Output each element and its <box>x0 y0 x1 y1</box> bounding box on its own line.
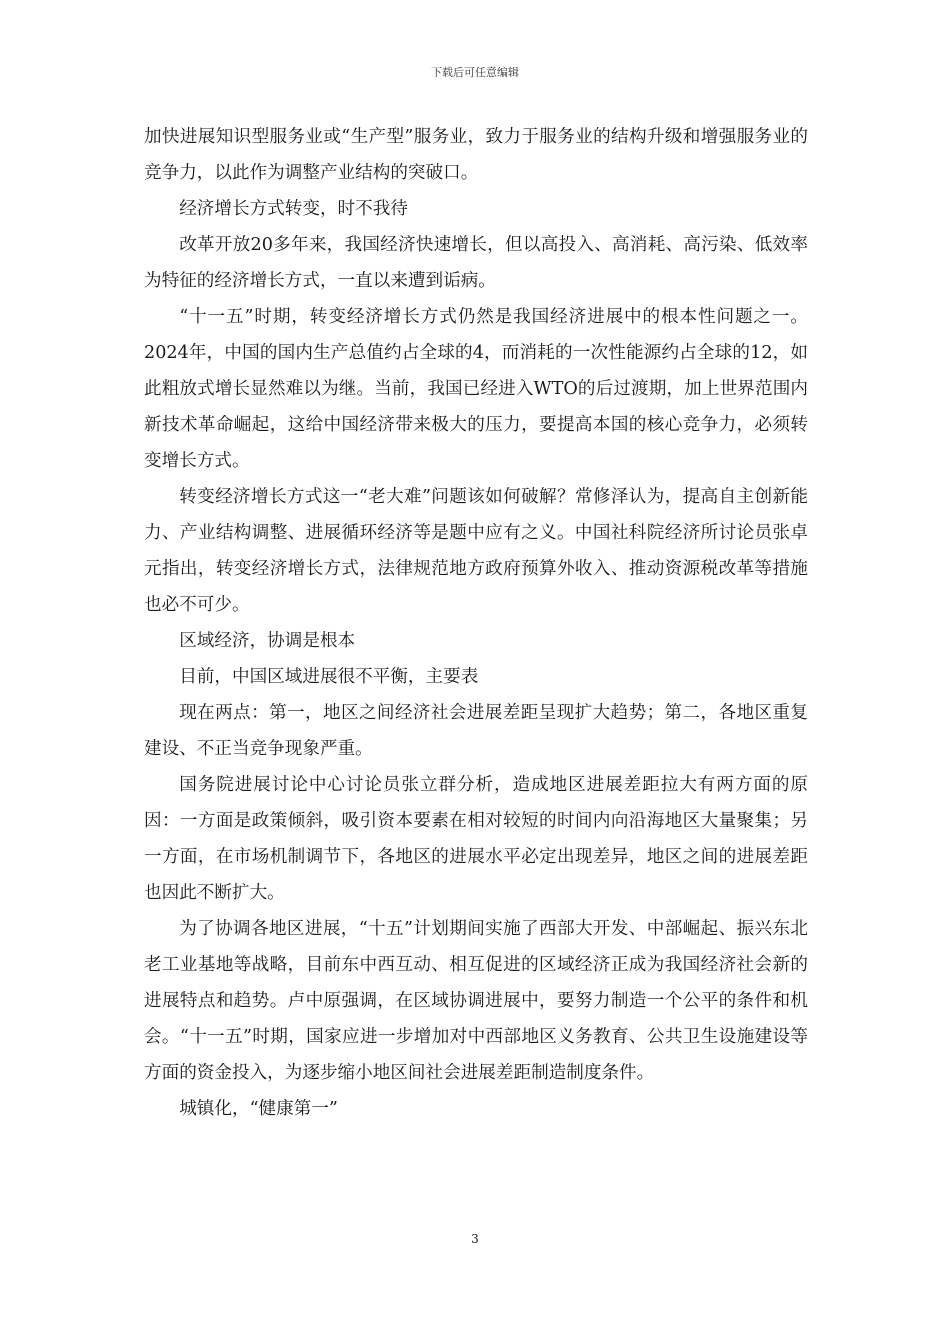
section-heading-regional-economy: 区域经济，协调是根本 <box>179 631 356 651</box>
section-heading-growth-mode: 经济增长方式转变，时不我待 <box>179 199 408 219</box>
document-body <box>144 119 808 1127</box>
paragraph-3: 改革开放20多年来，我国经济快速增长，但以高投入、高消耗、高污染、低效率为特征的经济增长方式，一直以来遭到诟病。 <box>144 235 808 291</box>
paragraph-7: 目前，中国区域进展很不平衡，主要表 <box>179 667 479 687</box>
page-number: 3 <box>471 1232 479 1246</box>
page-header: 下载后可任意编辑 <box>431 66 519 79</box>
paragraph-10: 为了协调各地区进展，“十五”计划期间实施了西部大开发、中部崛起、振兴东北老工业基地等战略，目前东中西互动、相互促进的区域经济正成为我国经济社会新的进展特点和趋势。卢中原强调，在区域协调进展中，要努力制造一个公平的条件和机会。“十一五”时期，国家应进一步增加对中西部地区义务教育、公共卫生设施建设等方面的资金投入，为逐步缩小地区间社会进展差距制造制度条件。 <box>144 919 808 1083</box>
paragraph-1: 加快进展知识型服务业或“生产型”服务业，致力于服务业的结构升级和增强服务业的竞争力，以此作为调整产业结构的突破口。 <box>144 127 808 183</box>
paragraph-9: 国务院进展讨论中心讨论员张立群分析，造成地区进展差距拉大有两方面的原因：一方面是政策倾斜，吸引资本要素在相对较短的时间内向沿海地区大量聚集；另一方面，在市场机制调节下，各地区的进展水平必定出现差异，地区之间的进展差距也因此不断扩大。 <box>144 775 808 903</box>
paragraph-4: “十一五”时期，转变经济增长方式仍然是我国经济进展中的根本性问题之一。2024年，中国的国内生产总值约占全球的4，而消耗的一次性能源约占全球的12，如此粗放式增长显然难以为继。当前，我国已经进入WTO的后过渡期，加上世界范围内新技术革命崛起，这给中国经济带来极大的压力，要提高本国的核心竞争力，必须转变增长方式。 <box>144 307 808 471</box>
paragraph-5: 转变经济增长方式这一“老大难”问题该如何破解？常修泽认为，提高自主创新能力、产业结构调整、进展循环经济等是题中应有之义。中国社科院经济所讨论员张卓元指出，转变经济增长方式，法律规范地方政府预算外收入、推动资源税改革等措施也必不可少。 <box>144 487 808 615</box>
paragraph-8: 现在两点：第一，地区之间经济社会进展差距呈现扩大趋势；第二，各地区重复建设、不正当竞争现象严重。 <box>144 703 808 759</box>
section-heading-urbanization: 城镇化，“健康第一” <box>179 1099 338 1119</box>
